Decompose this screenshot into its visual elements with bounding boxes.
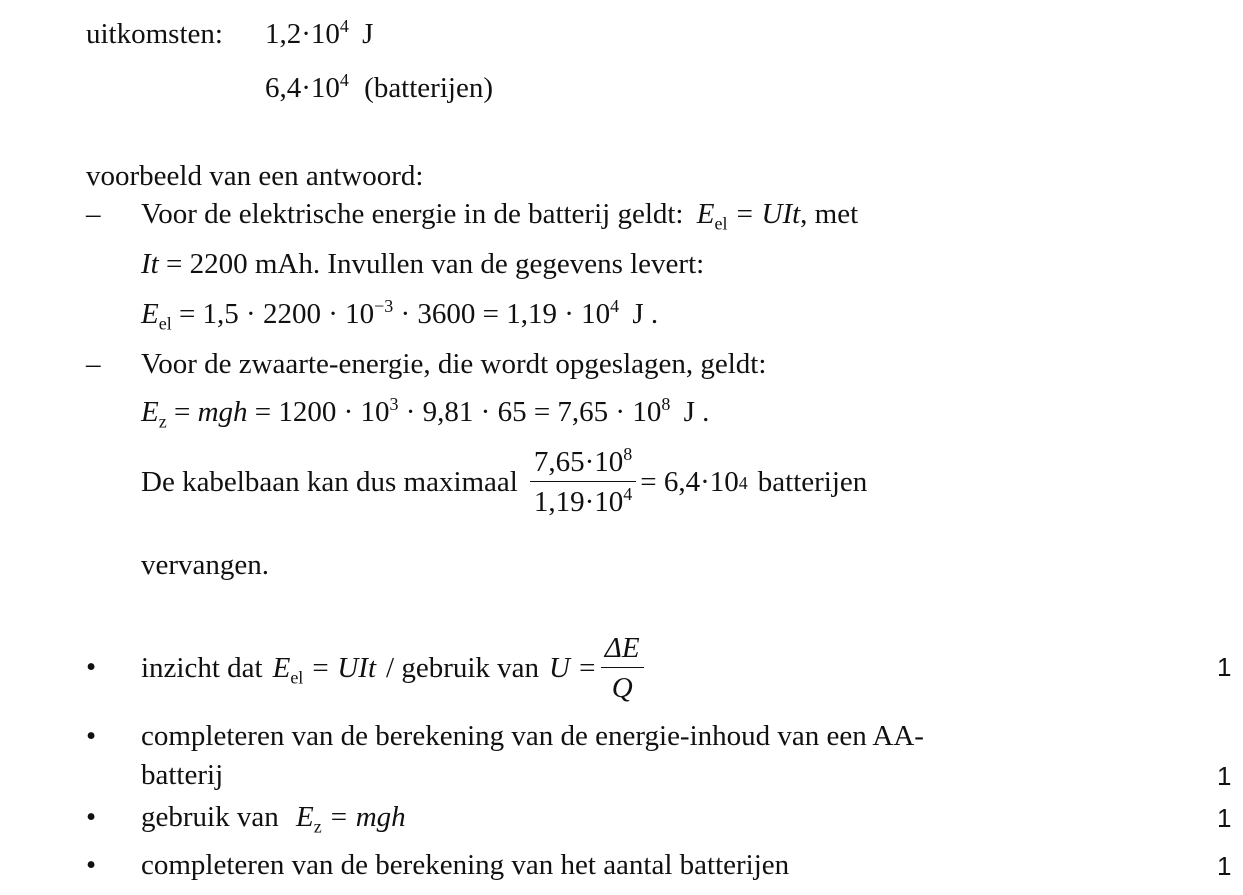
bullet-marker-4: • — [86, 849, 97, 881]
step1-line3-calc2: · 3600 = 1,19 · 10 — [400, 298, 611, 330]
step2-formula-exp1: 3 — [389, 394, 399, 415]
step2-formula-sub: z — [158, 411, 167, 432]
step1-line3-calc: = 1,5 · 2200 · 10 — [178, 298, 375, 330]
scoring-item-1-frac-den: Q — [611, 671, 633, 704]
scoring-item-1-formula — [272, 651, 377, 687]
outcome-energy-unit: J — [362, 18, 374, 50]
step2-formula-mgh: mgh — [197, 396, 248, 428]
outcome-batteries — [265, 70, 493, 104]
step2-frac-den-mantissa: 1,19·10 — [533, 486, 624, 518]
step2-fraction-denominator — [530, 482, 636, 517]
step1-line2-lhs: It — [141, 248, 159, 280]
example-heading: voorbeeld van een antwoord: — [86, 160, 424, 192]
outcomes-label: uitkomsten: — [86, 18, 223, 50]
step2-frac-num-exp: 8 — [623, 444, 633, 465]
step1-formula-sub: el — [714, 213, 728, 234]
bullet-marker-2: • — [86, 720, 97, 752]
step2-formula-calc: = 1200 · 10 — [254, 396, 390, 428]
scoring-item-1-U: U = — [549, 651, 597, 684]
step1-line3-E: E — [141, 298, 159, 330]
scoring-item-1-rhs: = UIt — [310, 651, 377, 684]
step2-fraction — [530, 444, 636, 518]
step2-conclusion-result: = 6,4·10 — [640, 466, 739, 498]
dash-marker-1: – — [86, 198, 101, 230]
step2-frac-num-mantissa: 7,65·10 — [533, 446, 624, 478]
outcome-batteries-exp: 4 — [339, 70, 349, 91]
bullet-marker-3: • — [86, 801, 97, 833]
step1-text-after: , met — [800, 198, 859, 230]
step1-line3 — [141, 296, 659, 334]
step1-line1 — [141, 198, 859, 234]
step1-line2-text: . Invullen van de gegevens levert: — [312, 248, 705, 280]
dash-marker-2: – — [86, 348, 101, 380]
scoring-item-3-E: E — [295, 801, 314, 833]
step1-line3-sub: el — [158, 313, 172, 334]
outcome-energy-mantissa: 1,2·10 — [265, 18, 340, 50]
step2-formula-calc2: · 9,81 · 65 = 7,65 · 10 — [405, 396, 662, 428]
scoring-item-1-text: inzicht dat — [141, 651, 263, 684]
step2-formula — [141, 394, 710, 432]
scoring-item-1-sub: el — [290, 666, 304, 687]
step1-line3-unit: J . — [632, 298, 659, 330]
scoring-item-2-points: 1 — [1217, 761, 1232, 791]
outcome-energy — [265, 16, 374, 50]
step2-text: Voor de zwaarte-energie, die wordt opgeslagen, geldt: — [141, 348, 767, 380]
scoring-item-1-frac-num: ΔE — [601, 634, 644, 668]
scoring-item-1 — [141, 626, 648, 710]
step2-conclusion: De kabelbaan kan dus maximaal $\frac{7,65\cdot 10^8}{1,19\cdot 10^4}$ = 6,4·10 4 batterijen — [141, 444, 868, 518]
scoring-item-3-points: 1 — [1217, 803, 1232, 833]
scoring-item-3-text: gebruik van — [141, 801, 279, 833]
scoring-item-1-mid: / gebruik van — [386, 651, 540, 684]
step2-fraction-numerator — [530, 444, 636, 482]
outcome-batteries-mantissa: 6,4·10 — [265, 72, 340, 104]
step2-formula-unit: J . — [683, 396, 710, 428]
scoring-item-2-line2: batterij — [141, 759, 224, 791]
step1-line2-rhs: = 2200 mAh — [165, 248, 313, 280]
step2-formula-E: E — [141, 396, 159, 428]
scoring-item-1-E: E — [272, 651, 291, 684]
step2-frac-den-exp: 4 — [623, 484, 633, 505]
step1-line3-exp1: −3 — [374, 296, 394, 317]
step1-formula-E: E — [696, 198, 715, 230]
step2-conclusion-text: De kabelbaan kan dus maximaal — [141, 466, 518, 498]
scoring-item-2-line1: completeren van de berekening van de energie-inhoud van een AA- — [141, 720, 924, 752]
scoring-item-3 — [141, 801, 406, 837]
step2-formula-exp2: 8 — [661, 394, 671, 415]
step2-formula-eq: = — [173, 396, 198, 428]
step1-text: Voor de elektrische energie in de batterij geldt: — [141, 198, 684, 230]
scoring-item-3-rhs: = mgh — [328, 801, 406, 833]
step2-conclusion-line2: vervangen. — [141, 549, 270, 581]
step2-conclusion-after: batterijen — [757, 466, 868, 498]
scoring-item-3-sub: z — [313, 816, 322, 837]
outcome-batteries-suffix: (batterijen) — [364, 72, 493, 104]
step1-line2 — [141, 250, 704, 279]
step1-line3-exp2: 4 — [610, 296, 620, 317]
outcome-energy-exp: 4 — [339, 16, 349, 37]
bullet-marker-1: • — [86, 651, 97, 683]
scoring-item-4-text: completeren van de berekening van het aantal batterijen — [141, 849, 790, 881]
step1-formula-rhs: = UIt — [734, 198, 801, 230]
scoring-item-4-points: 1 — [1217, 851, 1232, 881]
scoring-item-1-fraction — [601, 631, 644, 704]
scoring-item-1-points: 1 — [1217, 652, 1232, 682]
